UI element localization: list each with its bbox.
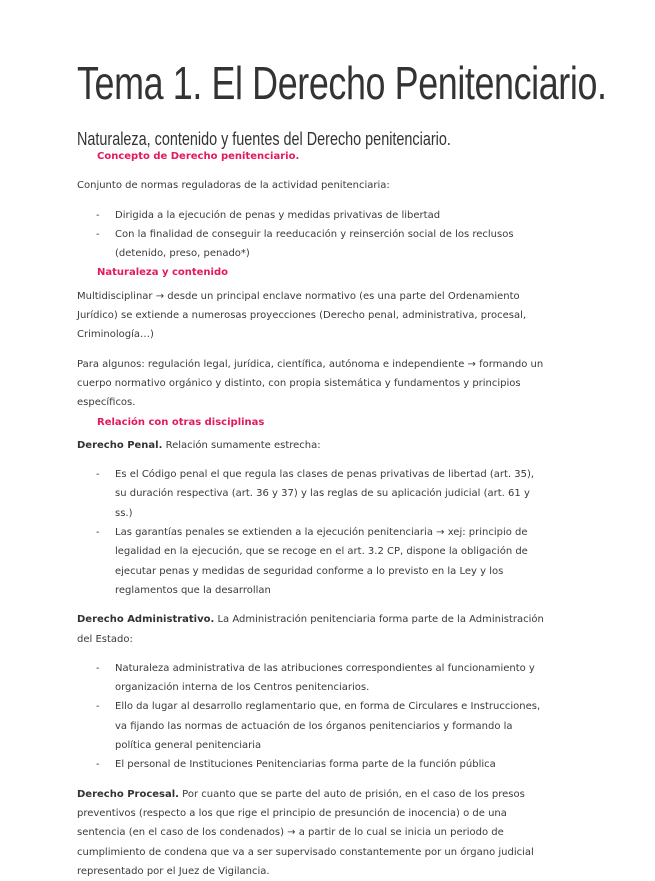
paragraph: Para algunos: regulación legal, jurídica, científica, autónoma e independiente → formando un cuerpo normativo orgánico y distinto, con propia sistemática y fundamentos y principios específicos. [77, 358, 544, 409]
list-item: - Naturaleza administrativa de las atribuciones correspondientes al funcionamiento y organización interna de los Centros penitenciarios. [115, 659, 547, 698]
bullet-list [77, 465, 547, 600]
text: La Administración penitenciaria forma parte de la Administración del Estado: [77, 614, 544, 645]
list-item: - Dirigida a la ejecución de penas y medidas privativas de libertad [115, 206, 547, 225]
bullet-list [77, 206, 547, 264]
text: Relación sumamente estrecha: [162, 439, 321, 451]
list-item: - Las garantías penales se extienden a la ejecución penitenciaria → xej: principio de legalidad en la ejecución, que se recoge en el art. 3.2 CP, dispone la obligación de ejecutar penas y medidas de seguridad conforme a lo previsto en la Ley y los reglamentos que la desarrollan [115, 523, 547, 600]
list-item: - Es el Código penal el que regula las clases de penas privativas de libertad (art. 35), su duración respectiva (art. 36 y 37) y las reglas de su aplicación judicial (art. 61 y ss.) [115, 465, 547, 523]
label-penal: Derecho Penal. [77, 439, 163, 451]
label-procesal: Derecho Procesal. [77, 788, 179, 800]
list-item: - Con la finalidad de conseguir la reeducación y reinserción social de los reclusos (detenido, preso, penado*) [115, 225, 547, 264]
list-item: - Ello da lugar al desarrollo reglamentario que, en forma de Circulares e Instrucciones, va fijando las normas de actuación de los órganos penitenciarios y formando la política general penitenciaria [115, 697, 547, 755]
text: Por cuanto que se parte del auto de prisión, en el caso de los presos preventivos (respecto a los que rige el principio de presunción de inocencia) o de una sentencia (en el caso de los condenados) → a partir de lo cual se inicia un periodo de cumplimiento de condena que va a ser supervisado constantemente por un órgano judicial representado por el Juez de Vigilancia. [77, 788, 534, 877]
paragraph-procesal [77, 785, 547, 881]
heading-concepto: Concepto de Derecho penitenciario. [97, 151, 300, 162]
paragraph-penal [77, 436, 547, 455]
bullet-list [77, 659, 547, 775]
label-administrativo: Derecho Administrativo. [77, 614, 215, 626]
heading-naturaleza: Naturaleza y contenido [97, 267, 229, 279]
paragraph-administrativo [77, 610, 547, 649]
paragraph: Conjunto de normas reguladoras de la actividad penitenciaria: [77, 180, 390, 192]
heading-relacion: Relación con otras disciplinas [97, 416, 265, 428]
list-item: - El personal de Instituciones Penitenciarias forma parte de la función pública [115, 755, 547, 774]
section-title: Naturaleza, contenido y fuentes del Derecho penitenciario. [77, 129, 451, 149]
page-title: Tema 1. El Derecho Penitenciario. [77, 57, 607, 109]
paragraph: Multidisciplinar → desde un principal enclave normativo (es una parte del Ordenamiento Jurídico) se extiende a numerosas proyecciones (Derecho penal, administrativa, procesal, Criminología…) [77, 290, 527, 341]
document-body [77, 147, 547, 881]
